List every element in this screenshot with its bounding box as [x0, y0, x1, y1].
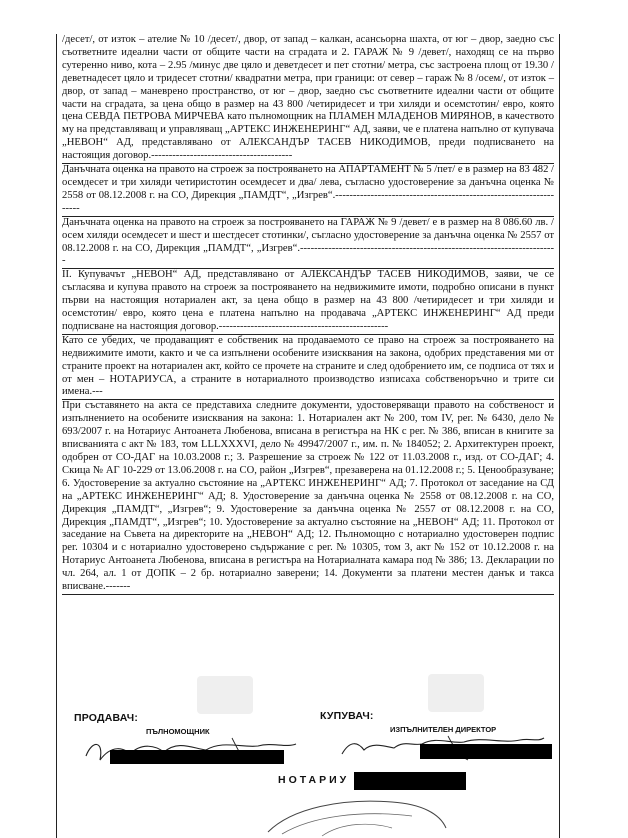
redaction-seller-name — [110, 750, 284, 764]
notary-seal — [262, 788, 452, 838]
deed-body — [62, 34, 554, 595]
buyer-role: ИЗПЪЛНИТЕЛЕН ДИРЕКТОР — [390, 725, 497, 734]
paragraph-property-description: /десет/, от изток – ателие № 10 /десет/, двор, от запад – калкан, асансьорна шахта, от юг – двор, заедно със съответните идеални части от общите части на сградата и 2. ГАРАЖ № 9 /девет/, находящ се на първо сутеренно ниво, кота – 2.95 /минус две цяло и деветдесет и пет стотни/ метра, със застроена площ от 19.30 /деветнадесет цяло и тридесет стотни/ квадратни метра, при граници: от север – гараж № 8 /осем/, от изток – двор, от запад – маневрено пространство, от юг – двор, заедно със съответните идеални части от общите части на сградата, за цена общо в размер на 43 800 /четиридесет и три хиляди и осемстотин/ евро, която цена СЕВДА ПЕТРОВА МИРЧЕВА като пълномощник на ПЛАМЕН МЛАДЕНОВ МИРЯНОВ, в качеството му на представляващ и управляващ „АРТЕКС ИНЖЕНЕРИНГ“ АД, заяви, че е платена напълно от купувача „НЕВОН“ АД, представлявано от АЛЕКСАНДЪР ТАСЕВ НИКОДИМОВ, преди подписването на настоящия договор.---------------------------------------- — [62, 34, 554, 164]
paragraph-buyer-declaration: II. Купувачът „НЕВОН“ АД, представлявано от АЛЕКСАНДЪР ТАСЕВ НИКОДИМОВ, заяви, че се съгласява и купува правото на строеж за построяването на недвижимите имоти, подробно описани в пункт първи на настоящия нотариален акт, за цена общо в размер на 43 800 /четиридесет и три хиляди и осемстотин/ евро, която цена е платена напълно на продавача „АРТЕКС ИНЖЕНЕРИНГ“ АД преди подписване на настоящия договор.------------------------------------------------ — [62, 269, 554, 335]
signature-area — [56, 672, 558, 838]
seller-label: ПРОДАВАЧ: — [74, 712, 139, 724]
paragraph-documents-list: При съставянето на акта се представиха следните документи, удостоверяващи правото на собственост и изпълнението на особените изисквания на закона: 1. Нотариален акт № 200, том IV, рег. № 6430, дело № 693/2007 г. на Нотариус Антоанета Любенова, вписана в регистъра на НК с рег. № 386, вписан в книгите за вписванията с акт № 183, том LLLXXXVI, дело № 49947/2007 г., им. п. № 184052; 2. Архитектурен проект, одобрен от СО-ДАГ на 10.03.2008 г.; 3. Разрешение за строеж № 122 от 11.03.2008 г., изд. от СО-ДАГ; 4. Скица № АГ 10-229 от 13.06.2008 г. на СО, район „Изгрев“, презаверена на 01.12.2008 г.; 5. Ценообразуване; 6. Удостоверение за актуално състояние на „АРТЕКС ИНЖЕНЕРИНГ“ АД; 7. Протокол от заседание на СД на „АРТЕКС ИНЖЕНЕРИНГ“ АД; 8. Удостоверение за данъчна оценка № 2558 от 08.12.2008 г. на СО, Дирекция „ПАМДТ“, „Изгрев“; 9. Удостоверение за данъчна оценка № 2557 от 08.12.2008 г. на СО, Дирекция „ПАМДТ“, „Изгрев“; 10. Удостоверение за актуално състояние на „НЕВОН“ АД; 11. Протокол от заседание на Съвета на директорите на „НЕВОН“ АД; 12. Пълномощно с нотариално удостоверен подпис рег. 10304 и с нотариално удостоверено съдържание с рег. № 10305, том 3, акт № 152 от 10.12.2008 г. на Нотариус Антоанета Любенова, вписана в регистъра на Нотариалната камара под № 386; 13. Декларации по чл. 264, ал. 1 от ДОПК – 2 бр. нотариално заверени; 14. Документи за платени местен данък и такса вписване.------- — [62, 400, 554, 595]
buyer-label: КУПУВАЧ: — [320, 710, 374, 722]
paragraph-tax-assessment-garage: Данъчната оценка на правото на строеж за построяването на ГАРАЖ № 9 /девет/ е в размер на 8 086.60 лв. /осем хиляди осемдесет и шест и шестдесет стотинки/, съгласно удостоверение за данъчна оценка № 2557 от 08.12.2008 г. на СО, Дирекция „ПАМДТ“, „Изгрев“.------------------------------------------------------------------------- — [62, 217, 554, 270]
redaction-buyer-name — [420, 744, 552, 759]
notary-label: НОТАРИУ — [278, 774, 350, 786]
paragraph-notary-statement: Като се убедих, че продаващият е собственик на продаваемото се право на строеж за построяването на недвижимите имоти, както и че са изпълнени особените изисквания на закона, одобрих представения ми от страните проект на нотариален акт, който се прочете на страните и след одобрението им, се подписа от тях и от мен – НОТАРИУСА, а страните в нотариалното производство изписаха собственоръчно и трите си имена.--- — [62, 335, 554, 401]
blurred-stamp-right — [428, 674, 484, 712]
paragraph-tax-assessment-apartment: Данъчната оценка на правото на строеж за построяването на АПАРТАМЕНТ № 5 /пет/ е в размер на 83 482 /осемдесет и три хиляди четиристотин осемдесет и два/ лева, съгласно удостоверение за данъчна оценка № 2558 от 08.12.2008 г. на СО, Дирекция „ПАМДТ“, „Изгрев“.------------------------------------------------------------------- — [62, 164, 554, 217]
blurred-stamp-left — [197, 676, 253, 714]
seller-role: ПЪЛНОМОЩНИК — [146, 727, 210, 736]
